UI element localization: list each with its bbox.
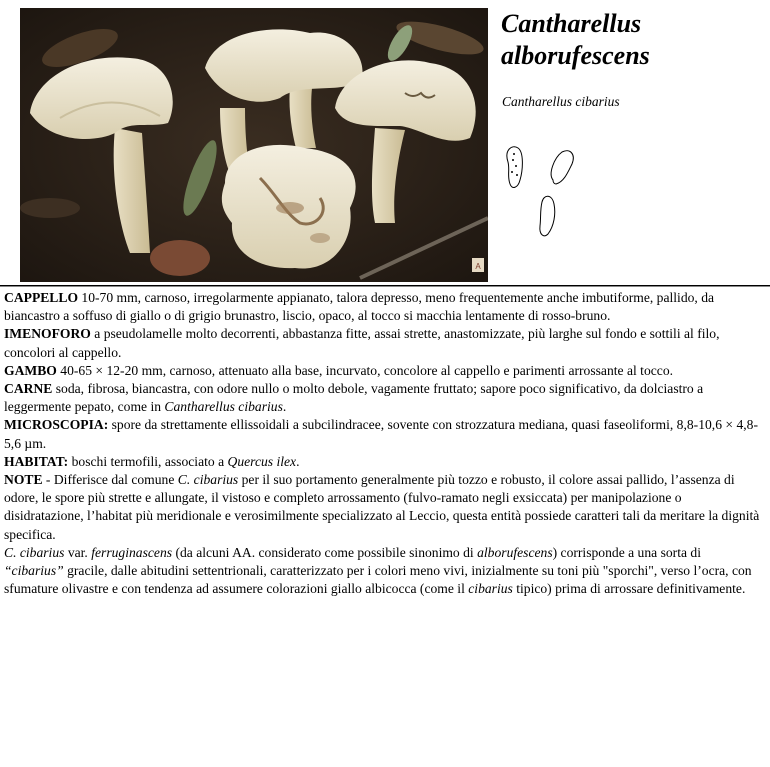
spore-drawings	[498, 140, 588, 240]
carne-paragraph	[4, 380, 760, 416]
variety-ref-2: ferruginascens	[91, 544, 173, 560]
spore-3	[540, 196, 555, 236]
carne-label: CARNE	[4, 381, 53, 397]
variety-text-4: gracile, dalle abitudini settentrionali, caratterizzato per i colori meno vivi, inizialmente su toni più "sporchi", verso l’ocra, con sfumature olivastre e con tendenza ad assumere colorazioni giallo albicocca (come il	[4, 563, 752, 597]
variety-text-5: tipico) prima di arrossare definitivamente.	[512, 581, 746, 597]
gambo-text: 40-65 × 12-20 mm, carnoso, attenuato alla base, incurvato, concolore al cappello e parimenti arrossante al tocco.	[56, 362, 674, 378]
carne-ref: Cantharellus cibarius	[164, 399, 283, 415]
note-paragraph	[4, 471, 760, 544]
imenoforo-label: IMENOFORO	[4, 326, 91, 342]
mushroom-photo-illustration	[20, 8, 488, 282]
variety-text-3: ) corrisponde a una sorta di	[552, 544, 701, 560]
variety-text-2: (da alcuni AA. considerato come possibile sinonimo di	[172, 544, 478, 560]
carne-end: .	[282, 399, 287, 415]
note-text-1: - Differisce dal comune	[42, 472, 178, 488]
watermark	[472, 258, 484, 272]
carne-text: soda, fibrosa, biancastra, con odore nullo o molto debole, vagamente fruttato; sapore poco significativo, da dolciastro a leggermente pepato, come in	[4, 381, 704, 415]
cappello-paragraph	[4, 289, 760, 325]
habitat-end: .	[296, 453, 300, 469]
species-title-epithet: alborufescens	[501, 41, 650, 70]
cappello-text: 10-70 mm, carnoso, irregolarmente appianato, talora depresso, meno frequentemente anche imbutiforme, pallido, da biancastro a soffuso di giallo o di grigio brunastro, liscio, opaco, al tocco si macchia lentamente di rosso-bruno.	[4, 290, 715, 324]
imenoforo-paragraph	[4, 325, 760, 361]
species-title-genus: Cantharellus	[501, 9, 642, 38]
spore-2	[551, 151, 573, 184]
note-label: NOTE	[4, 472, 43, 488]
variety-ref-1: C. cibarius	[4, 544, 65, 560]
gambo-paragraph	[4, 362, 760, 380]
variety-text-1: var.	[64, 544, 92, 560]
note-ref-1: C. cibarius	[177, 472, 239, 488]
habitat-label: HABITAT:	[4, 453, 69, 469]
habitat-ref: Quercus ilex	[227, 453, 297, 469]
mushroom-photo	[20, 8, 488, 282]
imenoforo-text: a pseudolamelle molto decorrenti, abbastanza fitte, assai strette, anastomizzate, più larghe sul fondo e sottili al filo, concolori al cappello.	[4, 326, 720, 360]
section-divider	[0, 285, 770, 287]
microscopia-paragraph	[4, 416, 760, 452]
species-synonym: Cantharellus cibarius	[502, 94, 620, 109]
svg-text:A: A	[475, 262, 481, 271]
species-title	[501, 8, 766, 72]
species-description	[4, 289, 760, 598]
note-text-2: per il suo portamento generalmente più tozzo e robusto, il colore assai pallido, l’assenza di odore, le spore più strette e allungate, il vistoso e completo arrossamento (fulvo-ramato negli exsiccata) per manipolazione o disidratazione, l’habitat più meridionale e verosimilmente specializzato al Leccio, questa entità possiede caratteri tali da meritare la dignità specifica.	[4, 472, 760, 542]
cappello-label: CAPPELLO	[4, 290, 79, 305]
variety-paragraph	[4, 544, 760, 599]
microscopia-label: MICROSCOPIA:	[4, 417, 109, 433]
microscopia-text: spore da strettamente ellissoidali a subcilindracee, sovente con strozzatura mediana, quasi faseoliformi, 8,8-10,6 × 4,8-5,6 µm.	[4, 417, 758, 451]
variety-ref-4: “cibarius”	[4, 563, 64, 579]
gambo-label: GAMBO	[4, 362, 57, 378]
spore-1	[507, 147, 522, 188]
variety-ref-5: cibarius	[468, 581, 513, 597]
habitat-text: boschi termofili, associato a	[68, 453, 228, 469]
habitat-paragraph	[4, 453, 760, 471]
variety-ref-3: alborufescens	[477, 544, 553, 560]
